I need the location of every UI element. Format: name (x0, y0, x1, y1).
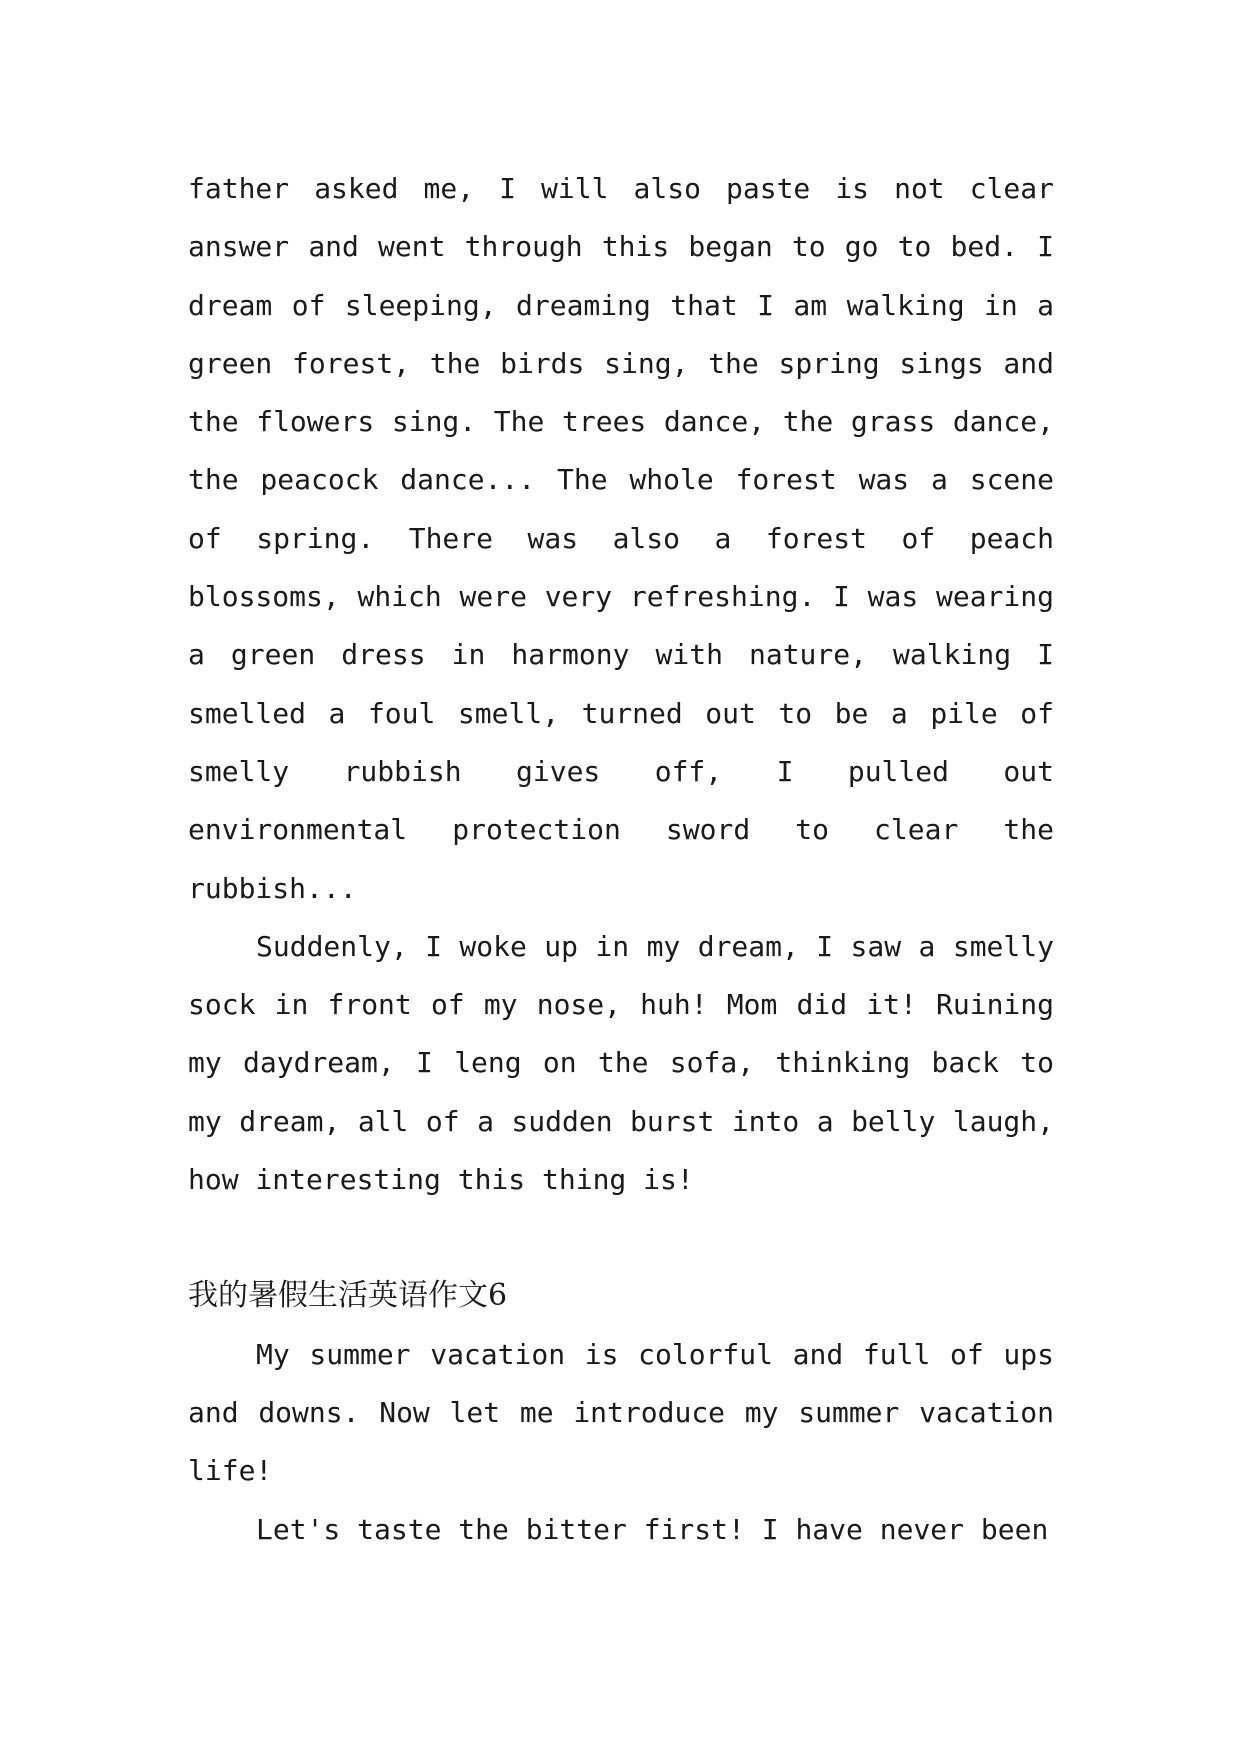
document-body (188, 160, 1054, 1559)
paragraph-bitter: Let's taste the bitter first! I have never been (256, 1512, 1049, 1546)
paragraph-suddenly: Suddenly, I woke up in my dream, I saw a smelly sock in front of my nose, huh! Mom did it! Ruining my daydream, I leng on the sofa, thinking back to my dream, all of a sudden burst into a belly laugh, how interesting this thing is! (188, 929, 1054, 1197)
paragraph-continued: father asked me, I will also paste is not clear answer and went through this began to go to bed. I dream of sleeping, dreaming that I am walking in a green forest, the birds sing, the spring sings and the flowers sing. The trees dance, the grass dance, the peacock dance... The whole forest was a scene of spring. There was also a forest of peach blossoms, which were very refreshing. I was wearing a green dress in harmony with nature, walking I smelled a foul smell, turned out to be a pile of smelly rubbish gives off, I pulled out environmental protection sword to clear the rubbish... (188, 172, 1054, 905)
section-heading: 我的暑假生活英语作文6 (188, 1278, 508, 1314)
paragraph-intro: My summer vacation is colorful and full of ups and downs. Now let me introduce my summer vacation life! (188, 1337, 1054, 1488)
